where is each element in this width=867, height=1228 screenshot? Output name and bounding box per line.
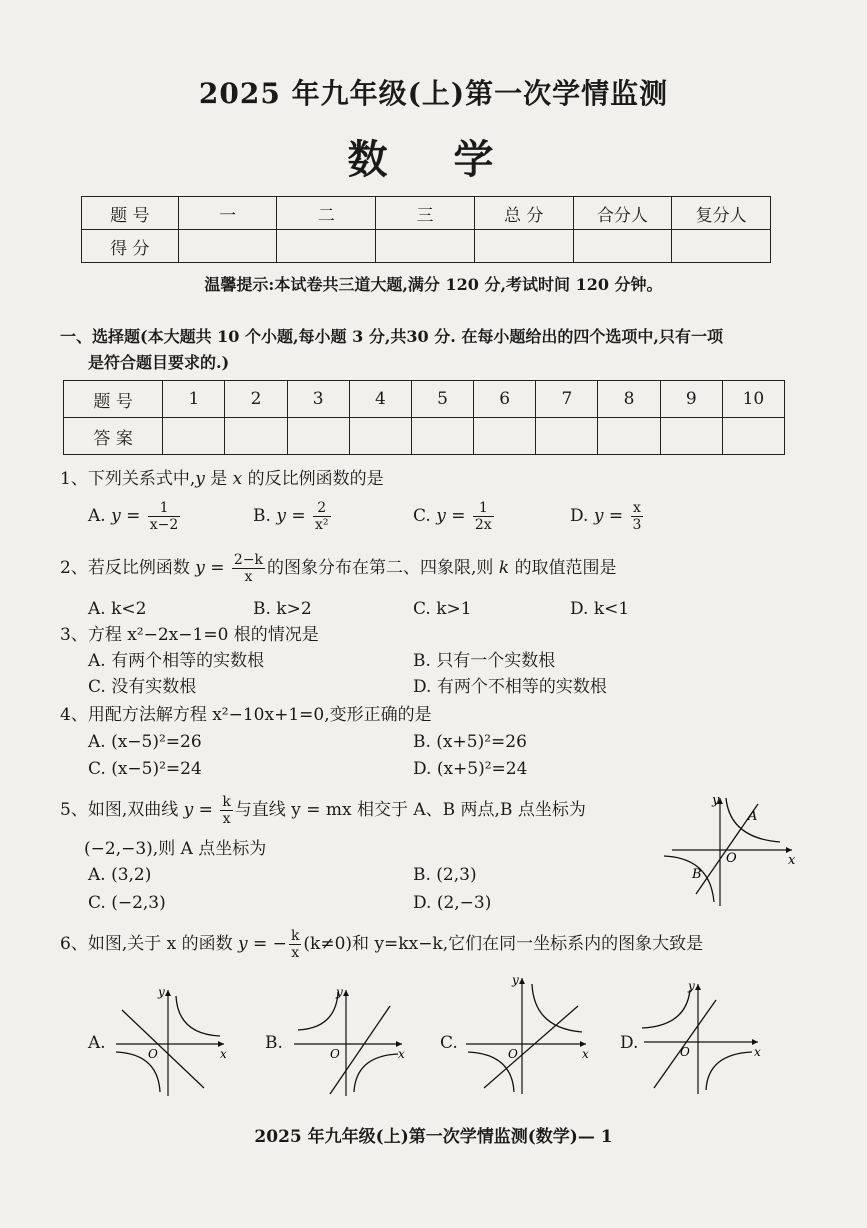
q4-option-d[interactable]: D. (x+5)²=24: [413, 759, 528, 779]
fig-label-x: x: [754, 1045, 761, 1059]
q1-stem-text: 是: [210, 469, 228, 489]
frac-num: x: [631, 500, 644, 517]
q2-option-a[interactable]: A. k<2: [88, 599, 147, 619]
q5-option-a[interactable]: A. (3,2): [88, 865, 152, 885]
frac-den: x²: [314, 517, 329, 533]
section-heading-line2: 是符合题目要求的.): [88, 353, 230, 372]
q4-option-c[interactable]: C. (x−5)²=24: [88, 759, 202, 779]
fig-label-x: x: [220, 1047, 227, 1061]
answer-cell[interactable]: [163, 418, 225, 455]
q2-option-b[interactable]: B. k>2: [253, 599, 312, 619]
fig-label-x: x: [788, 853, 796, 868]
q6-eq: y = −: [238, 934, 287, 954]
frac-den: x: [244, 569, 253, 585]
fig-label-o: O: [330, 1047, 340, 1061]
q1-option-a[interactable]: [88, 500, 182, 533]
score-header-row: [82, 197, 771, 230]
q6-figure-c[interactable]: [462, 970, 598, 1098]
score-cell[interactable]: [178, 230, 277, 263]
answer-label: 答 案: [64, 418, 163, 455]
fig-label-o: O: [726, 851, 737, 866]
q6-figure-b[interactable]: [290, 982, 414, 1100]
q2-fraction: [232, 552, 265, 585]
q1-stem: [60, 466, 384, 492]
q1-eq: y =: [111, 506, 141, 526]
q1-stem-text: 1、下列关系式中,: [60, 469, 196, 489]
question-number: 4: [349, 381, 411, 418]
q5-option-c[interactable]: C. (−2,3): [88, 893, 166, 913]
score-cell[interactable]: [376, 230, 475, 263]
option-letter: C.: [413, 506, 431, 526]
frac-den: 3: [632, 517, 642, 533]
fig-label-y: y: [336, 985, 343, 999]
section-heading-line1: 一、选择题(本大题共 10 个小题,每小题 3 分,共30 分. 在每小题给出的四个选项中,只有一项: [60, 327, 723, 346]
q2-stem-text: 2、若反比例函数: [60, 558, 190, 578]
score-cell[interactable]: [573, 230, 672, 263]
answer-cell[interactable]: [287, 418, 349, 455]
q3-option-b[interactable]: B. 只有一个实数根: [413, 651, 556, 671]
answer-input-row: [64, 418, 785, 455]
hyperbola-branch: [706, 1052, 752, 1090]
answer-number-row: [64, 381, 785, 418]
score-header-cell: 二: [277, 197, 376, 230]
q1-b-fraction: [313, 500, 331, 533]
q6-option-c-label[interactable]: C.: [440, 1033, 458, 1053]
tip-text: 温馨提示:本试卷共三道大题,满分 120 分,考试时间 120 分钟。: [204, 275, 663, 294]
frac-num: k: [222, 794, 231, 810]
answer-cell[interactable]: [474, 418, 536, 455]
fig-label-y: y: [512, 973, 519, 987]
q5-option-b[interactable]: B. (2,3): [413, 865, 477, 885]
q1-c-fraction: [473, 500, 494, 533]
answer-table: [63, 380, 785, 455]
score-header-cell: 三: [376, 197, 475, 230]
answer-cell[interactable]: [598, 418, 660, 455]
option-letter: D.: [570, 506, 589, 526]
question-number: 10: [722, 381, 784, 418]
frac-den: x−2: [149, 517, 179, 533]
q4-option-a[interactable]: A. (x−5)²=26: [88, 732, 202, 752]
q2-stem-text: 的取值范围是: [514, 558, 617, 578]
q1-var-x: x: [232, 469, 243, 489]
frac-num: 2: [313, 500, 331, 517]
frac-num: 1: [473, 500, 494, 517]
fig-label-o: O: [148, 1047, 158, 1061]
frac-num: 1: [148, 500, 181, 517]
score-cell[interactable]: [672, 230, 771, 263]
q6-stem: [60, 928, 703, 961]
line-graph: [122, 1010, 204, 1088]
q5-stem: [60, 794, 586, 827]
score-row-label: 得 分: [82, 230, 179, 263]
q2-var-k: k: [498, 558, 510, 578]
q6-fraction: [289, 928, 301, 961]
q6-stem-text: 6、如图,关于 x 的函数: [60, 934, 233, 954]
question-number: 5: [411, 381, 473, 418]
q1-option-d[interactable]: [570, 500, 645, 533]
frac-num: 2−k: [233, 552, 264, 568]
q2-eq: y =: [195, 558, 225, 578]
q6-option-a-label[interactable]: A.: [88, 1033, 106, 1053]
option-letter: B.: [253, 506, 271, 526]
y-axis-arrow: [343, 990, 349, 996]
y-axis-arrow: [165, 990, 171, 996]
hyperbola-branch: [354, 1054, 398, 1092]
q1-eq: y =: [593, 506, 624, 526]
q6-option-d-label[interactable]: D.: [620, 1033, 639, 1053]
score-table: [81, 196, 771, 263]
q5-stem-text: 5、如图,双曲线: [60, 800, 179, 820]
q1-stem-text: 的反比例函数的是: [247, 469, 384, 489]
q1-var-y: y: [195, 469, 205, 489]
question-number: 7: [536, 381, 598, 418]
q3-option-a[interactable]: A. 有两个相等的实数根: [88, 651, 265, 671]
question-number: 3: [287, 381, 349, 418]
q6-figure-a[interactable]: [112, 982, 236, 1100]
frac-den: 2x: [474, 517, 492, 533]
score-header-cell: 合分人: [573, 197, 672, 230]
fig-label-b: B: [692, 867, 702, 882]
q5-stem-text: 与直线 y = mx 相交于 A、B 两点,B 点坐标为: [234, 800, 586, 820]
answer-cell[interactable]: [349, 418, 411, 455]
page-footer: 2025 年九年级(上)第一次学情监测(数学)— 1: [254, 1127, 613, 1147]
fig-label-x: x: [582, 1047, 589, 1061]
subject-title: 数 学: [347, 136, 520, 183]
score-cell[interactable]: [474, 230, 573, 263]
q5-fraction: [220, 794, 232, 827]
score-header-cell: 总 分: [474, 197, 573, 230]
fig-label-y: y: [688, 979, 695, 993]
question-number: 1: [163, 381, 225, 418]
hyperbola-branch: [298, 992, 338, 1030]
q6-option-b-label[interactable]: B.: [265, 1033, 283, 1053]
q5-eq: y =: [183, 800, 213, 820]
q1-a-fraction: [148, 500, 181, 533]
score-value-row: [82, 230, 771, 263]
score-header-cell: 题 号: [82, 197, 179, 230]
q2-stem: [60, 552, 617, 585]
score-header-cell: 复分人: [672, 197, 771, 230]
frac-den: x: [222, 811, 231, 827]
q3-option-c[interactable]: C. 没有实数根: [88, 677, 197, 697]
section-heading: [60, 324, 800, 376]
question-number: 2: [225, 381, 287, 418]
frac-den: x: [291, 945, 300, 961]
y-axis-arrow: [519, 978, 525, 984]
answer-cell[interactable]: [722, 418, 784, 455]
q6-stem-text: (k≠0)和 y=kx−k,它们在同一坐标系内的图象大致是: [303, 934, 704, 954]
score-header-cell: 一: [178, 197, 277, 230]
fig-label-x: x: [398, 1047, 405, 1061]
q5-figure: [660, 790, 800, 910]
exam-title: 2025 年九年级(上)第一次学情监测: [198, 77, 669, 110]
q3-stem: 3、方程 x²−2x−1=0 根的情况是: [60, 625, 319, 645]
answer-cell[interactable]: [660, 418, 722, 455]
fig-label-y: y: [712, 793, 720, 808]
fig-label-y: y: [158, 985, 165, 999]
q2-option-d[interactable]: D. k<1: [570, 599, 630, 619]
line-graph: [484, 1006, 578, 1088]
q4-stem: 4、用配方法解方程 x²−10x+1=0,变形正确的是: [60, 705, 432, 725]
question-number: 8: [598, 381, 660, 418]
fig-label-o: O: [508, 1047, 518, 1061]
q1-option-b[interactable]: [253, 500, 333, 533]
fig-label-o: O: [680, 1045, 690, 1059]
answer-row-label: 题 号: [64, 381, 163, 418]
frac-num: k: [290, 928, 300, 944]
option-letter: A.: [88, 506, 106, 526]
q3-option-d[interactable]: D. 有两个不相等的实数根: [413, 677, 607, 697]
q1-eq: y =: [436, 506, 466, 526]
answer-cell[interactable]: [411, 418, 473, 455]
hyperbola-branch: [176, 996, 220, 1036]
q2-option-c[interactable]: C. k>1: [413, 599, 472, 619]
q6-figure-d[interactable]: [640, 976, 768, 1098]
answer-cell[interactable]: [225, 418, 287, 455]
answer-cell[interactable]: [536, 418, 598, 455]
q5-option-d[interactable]: D. (2,−3): [413, 893, 492, 913]
q4-option-b[interactable]: B. (x+5)²=26: [413, 732, 527, 752]
q1-option-c[interactable]: [413, 500, 496, 533]
y-axis-arrow: [695, 984, 701, 990]
fig-label-a: A: [748, 809, 758, 824]
question-number: 9: [660, 381, 722, 418]
q2-stem-text: 的图象分布在第二、四象限,则: [267, 558, 494, 578]
hyperbola-branch: [642, 990, 690, 1028]
q5-stem-line2: (−2,−3),则 A 点坐标为: [84, 839, 267, 859]
question-number: 6: [474, 381, 536, 418]
q1-d-fraction: [631, 500, 644, 533]
line-graph: [654, 1000, 716, 1088]
q1-eq: y =: [276, 506, 306, 526]
score-cell[interactable]: [277, 230, 376, 263]
